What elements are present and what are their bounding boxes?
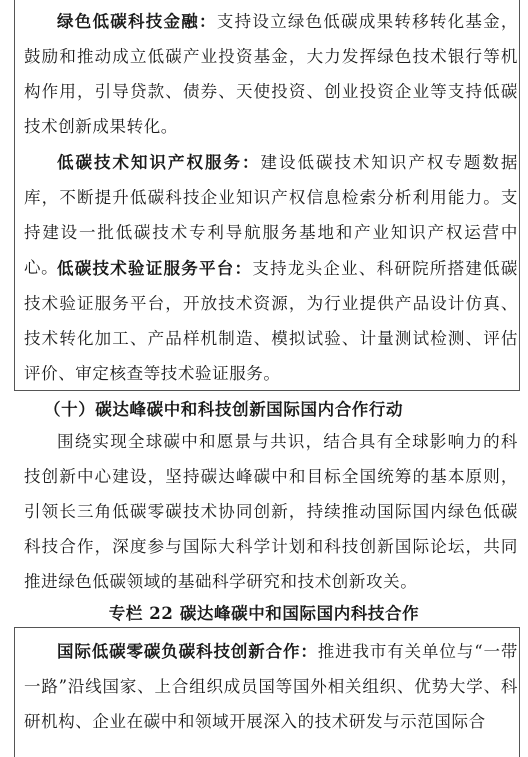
text-ip-service: 建设低碳技术知识产权专题数据库，不断提升低碳科技企业知识产权信息检索分析利用能力。支持建设一批低碳技术专利导航服务基地和产业知识产权运营中心。: [24, 153, 518, 277]
term-verification-platform: 低碳技术验证服务平台：: [57, 259, 253, 278]
paragraph-verification-platform: [24, 251, 518, 391]
term-ip-service: 低碳技术知识产权服务：: [57, 153, 261, 172]
section-body: 围绕实现全球碳中和愿景与共识，结合具有全球影响力的科技创新中心建设，坚持碳达峰碳中和目标全国统筹的基本原则，引领长三角低碳零碳技术协同创新，持续推动国际国内绿色低碳科技合作，深度参与国际大科学计划和科技创新国际论坛，共同推进绿色低碳领域的基础科学研究和技术创新攻关。: [24, 432, 518, 591]
column-title: 专栏 22 碳达峰碳中和国际国内科技合作: [108, 604, 420, 623]
text-verification-platform: 支持龙头企业、科研院所搭建低碳技术验证服务平台，开放技术资源，为行业提供产品设计仿真、技术转化加工、产品样机制造、模拟试验、计量测试检测、评估评价、审定核查等技术验证服务。: [24, 259, 518, 383]
text-green-finance: 支持设立绿色低碳成果转移转化基金，鼓励和推动成立低碳产业投资基金，大力发挥绿色技术银行等机构作用，引导贷款、债券、天使投资、创业投资企业等支持低碳技术创新成果转化。: [24, 12, 519, 136]
paragraph-green-finance: [24, 4, 518, 144]
paragraph-intl-cooperation: [24, 634, 518, 739]
text-intl-cooperation: 推进我市有关单位与“一带一路”沿线国家、上合组织成员国等国外相关组织、优势大学、科研机构、企业在碳中和领域开展深入的技术研发与示范国际合: [24, 642, 518, 731]
term-green-finance: 绿色低碳科技金融：: [57, 12, 217, 31]
term-intl-cooperation: 国际低碳零碳负碳科技创新合作：: [57, 642, 318, 661]
section-heading: （十）碳达峰碳中和科技创新国际国内合作行动: [44, 400, 404, 419]
